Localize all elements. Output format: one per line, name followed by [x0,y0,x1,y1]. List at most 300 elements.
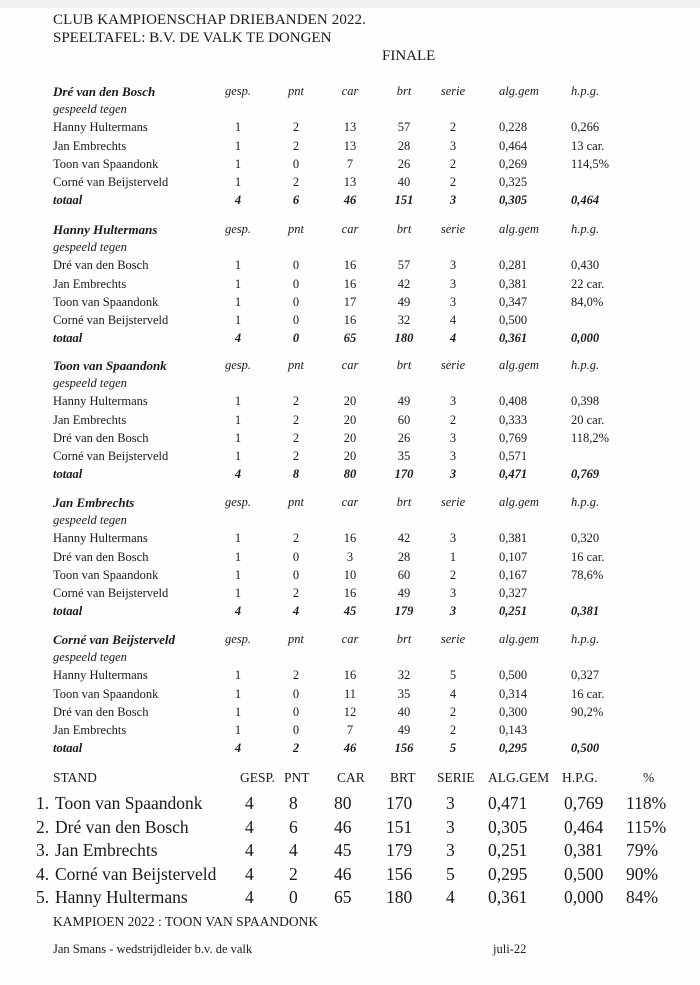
column-header-brt: brt [396,222,412,236]
column-header-alg: alg.gem [499,495,539,509]
game-hpg: 90,2% [571,704,604,719]
game-alg: 0,143 [499,723,528,737]
column-header-serie: serie [440,358,466,372]
standings-serie: 3 [446,816,455,837]
opponent-name: Corné van Beijsterveld [53,449,169,463]
standings-header-gesp: GESP. [240,770,275,785]
game-gesp: 1 [234,156,242,171]
standings-header-car: CAR [337,770,365,785]
game-brt: 26 [397,156,411,171]
game-brt: 49 [397,394,411,409]
game-pnt: 2 [292,138,300,153]
game-car: 20 [343,430,357,445]
game-car: 16 [343,531,357,546]
game-row [0,668,700,686]
column-header-car: car [341,84,359,98]
standings-player-name: Corné van Beijsterveld [55,863,217,884]
standings-pnt: 4 [289,840,298,860]
standings-gesp: 4 [245,840,254,860]
game-alg: 0,500 [499,313,528,327]
player-header [0,222,700,240]
total-label: totaal [53,604,83,619]
game-gesp: 1 [234,313,242,327]
standings-hpg: 0,769 [564,793,604,813]
game-hpg: 0,266 [571,120,600,135]
game-row [0,175,700,193]
player-header [0,84,700,102]
game-brt: 42 [397,531,411,546]
game-gesp: 1 [234,668,242,683]
total-hpg: 0,000 [571,331,600,346]
top-band [0,0,700,8]
opponent-name: Corné van Beijsterveld [53,175,169,189]
game-gesp: 1 [234,258,242,273]
document-date: juli-22 [493,942,527,956]
standings-serie: 3 [446,840,455,860]
standings-brt: 179 [386,840,413,860]
game-serie: 3 [449,394,457,409]
game-car: 17 [343,294,357,309]
column-header-hpg: h.p.g. [571,495,600,509]
total-pnt: 4 [292,604,300,619]
total-hpg: 0,769 [571,467,600,482]
total-serie: 3 [449,604,457,619]
column-header-hpg: h.p.g. [571,632,600,646]
standings-player-name: Toon van Spaandonk [55,793,203,813]
standings-header-pct: % [643,770,655,785]
game-serie: 3 [449,258,457,273]
game-serie: 3 [449,430,457,445]
standings-car: 46 [334,863,352,884]
standings-pct: 90% [626,863,659,884]
column-header-gesp: gesp. [224,495,252,509]
game-hpg: 16 car. [571,549,605,564]
game-alg: 0,314 [499,686,528,701]
standings-header-serie: SERIE [437,770,475,785]
standings-hpg: 0,500 [564,863,604,884]
total-brt: 151 [394,193,414,208]
game-gesp: 1 [234,394,242,409]
game-gesp: 1 [234,531,242,546]
game-brt: 32 [397,313,411,327]
game-serie: 2 [449,723,457,737]
game-row [0,120,700,138]
game-gesp: 1 [234,449,242,463]
game-car: 7 [346,723,354,737]
opponent-name: Jan Embrechts [53,276,127,291]
total-serie: 3 [449,467,457,482]
total-label: totaal [53,467,83,482]
column-header-car: car [341,222,359,236]
player-name: Dré van den Bosch [53,84,156,99]
column-header-car: car [341,632,359,646]
total-row [0,604,700,622]
total-hpg: 0,381 [571,604,600,619]
game-serie: 5 [449,668,457,683]
game-brt: 35 [397,686,411,701]
game-brt: 40 [397,704,411,719]
opponent-name: Jan Embrechts [53,138,127,153]
opponent-name: Dré van den Bosch [53,258,149,273]
standings-player-name: Hanny Hultermans [55,887,188,907]
total-hpg: 0,500 [571,741,600,756]
total-car: 46 [343,741,357,756]
game-car: 3 [346,549,354,564]
standings-pnt: 6 [289,816,298,837]
column-header-pnt: pnt [288,84,304,98]
standings-rank: 2. [36,816,50,837]
total-serie: 5 [449,741,457,756]
total-alg: 0,361 [499,331,528,346]
game-row [0,568,700,586]
opponent-name: Dré van den Bosch [53,430,149,445]
game-hpg: 114,5% [571,156,610,171]
total-gesp: 4 [234,331,242,346]
column-header-serie: serie [440,84,466,98]
column-header-brt: brt [396,358,412,372]
game-brt: 57 [397,120,411,135]
game-pnt: 2 [292,430,300,445]
opponent-name: Toon van Spaandonk [53,156,159,171]
game-serie: 3 [449,276,457,291]
game-hpg: 78,6% [571,567,604,582]
game-pnt: 2 [292,531,300,546]
total-brt: 179 [394,604,414,619]
player-name: Jan Embrechts [53,495,135,510]
player-header [0,632,700,650]
opponents-subheader [0,102,700,120]
column-header-gesp: gesp. [224,632,252,646]
total-label: totaal [53,193,83,208]
column-header-serie: serie [440,495,466,509]
column-header-alg: alg.gem [499,222,539,236]
opponent-name: Corné van Beijsterveld [53,586,169,600]
game-alg: 0,464 [499,138,528,153]
game-car: 13 [343,175,357,189]
document-subtitle: SPEELTAFEL: B.V. DE VALK TE DONGEN [53,30,332,46]
total-alg: 0,305 [499,193,528,208]
total-gesp: 4 [234,741,242,756]
standings-row [0,793,700,817]
standings-pnt: 8 [289,793,298,813]
game-hpg: 13 car. [571,138,605,153]
game-alg: 0,300 [499,704,528,719]
game-row [0,313,700,331]
total-pnt: 2 [292,741,300,756]
game-row [0,550,700,568]
standings-header-brt: BRT [390,770,416,785]
standings-player-name: Jan Embrechts [55,840,158,860]
column-header-gesp: gesp. [224,358,252,372]
game-alg: 0,107 [499,549,528,564]
standings-brt: 180 [386,887,413,907]
game-gesp: 1 [234,294,242,309]
standings-alg: 0,251 [488,840,528,860]
game-car: 13 [343,120,357,135]
game-row [0,258,700,276]
document-title: CLUB KAMPIOENSCHAP DRIEBANDEN 2022. [53,12,366,28]
game-alg: 0,571 [499,449,528,463]
game-alg: 0,381 [499,531,528,546]
game-serie: 2 [449,120,457,135]
opponent-name: Toon van Spaandonk [53,294,159,309]
game-row [0,277,700,295]
game-row [0,431,700,449]
column-header-gesp: gesp. [224,84,252,98]
game-serie: 2 [449,704,457,719]
game-alg: 0,347 [499,294,528,309]
signature-line: Jan Smans - wedstrijdleider b.v. de valk [53,942,253,956]
game-brt: 49 [397,294,411,309]
game-alg: 0,167 [499,567,528,582]
game-pnt: 0 [292,686,300,701]
opponent-name: Jan Embrechts [53,723,127,737]
game-pnt: 2 [292,120,300,135]
column-header-alg: alg.gem [499,84,539,98]
game-brt: 26 [397,430,411,445]
game-hpg: 0,398 [571,394,600,409]
game-gesp: 1 [234,430,242,445]
standings-pct: 115% [626,816,667,837]
column-header-serie: serie [440,632,466,646]
standings-serie: 3 [446,793,455,813]
game-alg: 0,381 [499,276,528,291]
opponent-name: Dré van den Bosch [53,704,149,719]
game-alg: 0,333 [499,412,528,427]
game-hpg: 22 car. [571,276,605,291]
column-header-pnt: pnt [288,222,304,236]
game-pnt: 0 [292,156,300,171]
standings-player-name: Dré van den Bosch [55,816,189,837]
game-pnt: 0 [292,549,300,564]
opponents-subheader [0,240,700,258]
standings-row [0,817,700,841]
game-row [0,157,700,175]
total-car: 80 [343,467,357,482]
standings-header-stand: STAND [53,770,97,785]
column-header-pnt: pnt [288,632,304,646]
game-serie: 3 [449,531,457,546]
total-pnt: 8 [292,467,300,482]
standings-pct: 118% [626,793,667,813]
total-serie: 3 [449,193,457,208]
game-row [0,449,700,467]
opponent-name: Hanny Hultermans [53,531,148,546]
game-brt: 40 [397,175,411,189]
player-header [0,358,700,376]
game-serie: 1 [449,549,457,564]
subheader-label: gespeeld tegen [53,240,127,255]
standings-rank: 4. [36,863,50,884]
total-row [0,331,700,349]
player-header [0,495,700,513]
game-gesp: 1 [234,686,242,701]
standings-pnt: 2 [289,863,298,884]
total-brt: 156 [394,741,414,756]
game-serie: 3 [449,449,457,463]
game-gesp: 1 [234,276,242,291]
column-header-hpg: h.p.g. [571,84,600,98]
game-gesp: 1 [234,704,242,719]
column-header-gesp: gesp. [224,222,252,236]
game-brt: 35 [397,449,411,463]
standings-header [0,770,700,790]
game-pnt: 2 [292,394,300,409]
game-gesp: 1 [234,412,242,427]
standings-hpg: 0,000 [564,887,604,907]
game-row [0,705,700,723]
total-hpg: 0,464 [571,193,600,208]
game-car: 13 [343,138,357,153]
game-brt: 60 [397,567,411,582]
game-brt: 42 [397,276,411,291]
game-serie: 3 [449,586,457,600]
total-gesp: 4 [234,193,242,208]
standings-header-alg: ALG.GEM [488,770,550,785]
game-car: 12 [343,704,357,719]
game-car: 10 [343,567,357,582]
standings-car: 80 [334,793,352,813]
game-row [0,723,700,741]
opponent-name: Dré van den Bosch [53,549,149,564]
standings-alg: 0,305 [488,816,528,837]
opponent-name: Hanny Hultermans [53,668,148,683]
game-alg: 0,281 [499,258,528,273]
game-alg: 0,327 [499,586,528,600]
game-hpg: 16 car. [571,686,605,701]
game-row [0,413,700,431]
game-pnt: 2 [292,449,300,463]
game-pnt: 0 [292,276,300,291]
game-alg: 0,500 [499,668,528,683]
game-pnt: 2 [292,586,300,600]
player-name: Corné van Beijsterveld [53,632,176,647]
total-label: totaal [53,741,83,756]
game-brt: 28 [397,549,411,564]
standings-alg: 0,361 [488,887,528,907]
subheader-label: gespeeld tegen [53,102,127,117]
champion-line: KAMPIOEN 2022 : TOON VAN SPAANDONK [53,914,319,929]
total-row [0,467,700,485]
game-row [0,394,700,412]
standings-gesp: 4 [245,816,254,837]
column-header-hpg: h.p.g. [571,358,600,372]
standings-hpg: 0,381 [564,840,604,860]
game-brt: 32 [397,668,411,683]
standings-car: 46 [334,816,352,837]
standings-brt: 170 [386,793,413,813]
total-row [0,741,700,759]
game-alg: 0,228 [499,120,528,135]
subheader-label: gespeeld tegen [53,376,127,391]
total-alg: 0,251 [499,604,528,619]
game-pnt: 0 [292,567,300,582]
standings-serie: 5 [446,863,455,884]
standings-header-pnt: PNT [284,770,310,785]
standings-row [0,864,700,888]
game-serie: 2 [449,567,457,582]
total-gesp: 4 [234,604,242,619]
game-serie: 4 [449,686,457,701]
standings-brt: 156 [386,863,413,884]
total-car: 65 [343,331,357,346]
column-header-brt: brt [396,495,412,509]
column-header-brt: brt [396,632,412,646]
game-hpg: 20 car. [571,412,605,427]
standings-gesp: 4 [245,793,254,813]
column-header-serie: serie [440,222,466,236]
standings-hpg: 0,464 [564,816,604,837]
total-serie: 4 [449,331,457,346]
game-brt: 57 [397,258,411,273]
game-row [0,531,700,549]
game-car: 20 [343,412,357,427]
game-gesp: 1 [234,586,242,600]
total-pnt: 0 [292,331,300,346]
game-row [0,687,700,705]
game-gesp: 1 [234,567,242,582]
opponent-name: Corné van Beijsterveld [53,313,169,327]
standings-serie: 4 [446,887,455,907]
opponents-subheader [0,650,700,668]
game-brt: 49 [397,586,411,600]
game-brt: 28 [397,138,411,153]
game-pnt: 0 [292,294,300,309]
standings-car: 45 [334,840,352,860]
game-brt: 49 [397,723,411,737]
game-car: 16 [343,313,357,327]
standings-alg: 0,471 [488,793,528,813]
opponent-name: Jan Embrechts [53,412,127,427]
total-row [0,193,700,211]
standings-rank: 5. [36,887,50,907]
opponent-name: Toon van Spaandonk [53,567,159,582]
player-name: Toon van Spaandonk [53,358,167,373]
game-row [0,295,700,313]
column-header-car: car [341,358,359,372]
column-header-brt: brt [396,84,412,98]
game-pnt: 0 [292,704,300,719]
opponents-subheader [0,513,700,531]
column-header-alg: alg.gem [499,358,539,372]
total-brt: 180 [394,331,414,346]
game-hpg: 118,2% [571,430,610,445]
game-car: 16 [343,668,357,683]
player-name: Hanny Hultermans [53,222,158,237]
game-pnt: 2 [292,412,300,427]
game-pnt: 2 [292,175,300,189]
standings-gesp: 4 [245,887,254,907]
column-header-pnt: pnt [288,358,304,372]
standings-pnt: 0 [289,887,298,907]
game-car: 7 [346,156,354,171]
game-serie: 4 [449,313,457,327]
game-alg: 0,325 [499,175,528,189]
subheader-label: gespeeld tegen [53,513,127,528]
game-car: 16 [343,258,357,273]
column-header-pnt: pnt [288,495,304,509]
opponent-name: Hanny Hultermans [53,120,148,135]
game-car: 11 [343,686,357,701]
stage-label: FINALE [382,48,436,64]
opponent-name: Toon van Spaandonk [53,686,159,701]
total-car: 45 [343,604,357,619]
game-row [0,586,700,604]
standings-car: 65 [334,887,352,907]
game-alg: 0,408 [499,394,528,409]
column-header-car: car [341,495,359,509]
opponents-subheader [0,376,700,394]
